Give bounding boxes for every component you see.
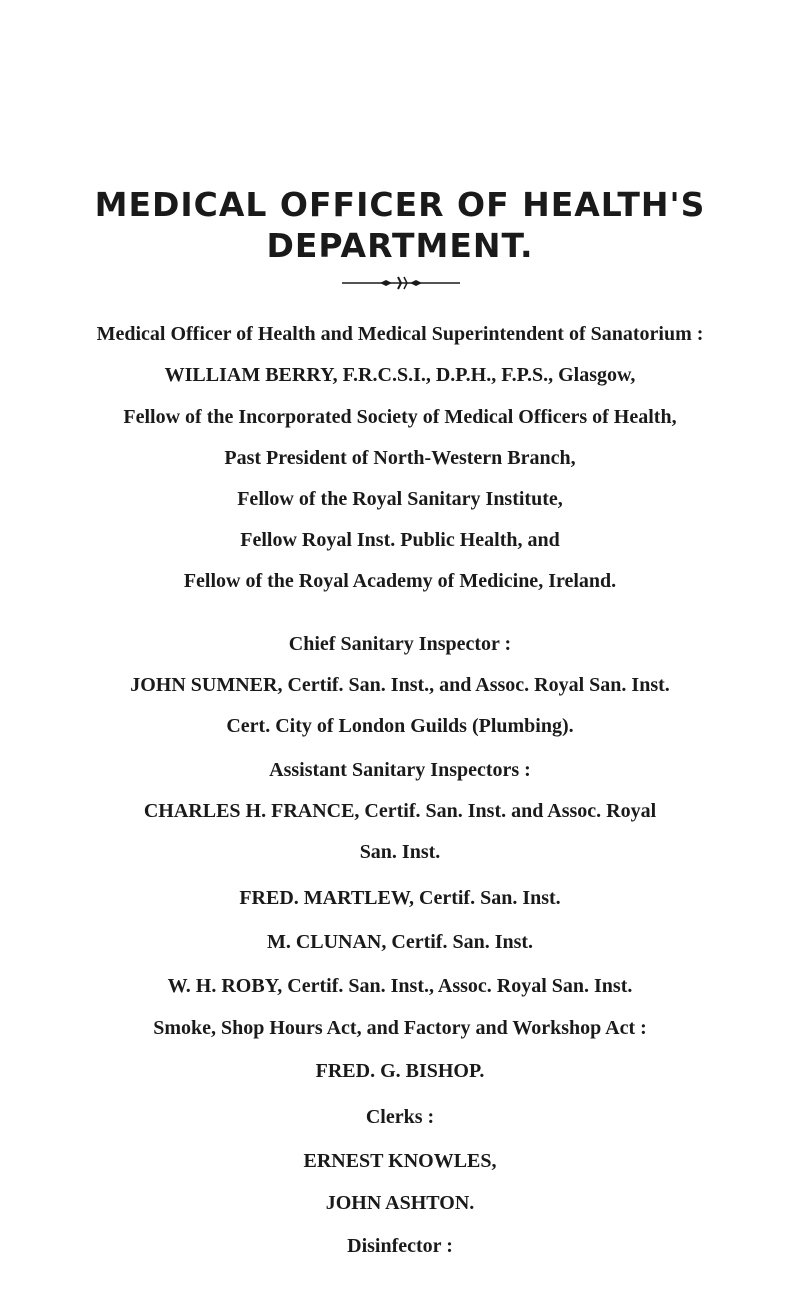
medical-officer-credential: Fellow of the Incorporated Society of Medical Officers of Health, (123, 406, 677, 428)
assistant-inspector-entry: M. CLUNAN, Certif. San. Inst. (266, 931, 534, 953)
medical-officer-credential: Fellow Royal Inst. Public Health, and (240, 529, 560, 551)
medical-officer-role: Medical Officer of Health and Medical Superintendent of Sanatorium : (96, 323, 704, 345)
clerks-role: Clerks : (365, 1106, 435, 1128)
assistant-inspector-entry: San. Inst. (359, 841, 441, 863)
medical-officer-credential: Past President of North-Western Branch, (224, 447, 576, 469)
medical-officer-credential: Fellow of the Royal Academy of Medicine, Ireland. (183, 570, 617, 592)
smoke-inspector-name: FRED. G. BISHOP. (315, 1060, 485, 1082)
assistant-inspector-entry: CHARLES H. FRANCE, Certif. San. Inst. and Assoc. Royal (143, 800, 657, 822)
department-heading-line-1: MEDICAL OFFICER OF HEALTH'S (94, 185, 706, 224)
chief-inspector-extra: Cert. City of London Guilds (Plumbing). (226, 715, 574, 737)
clerk-name: JOHN ASHTON. (325, 1192, 475, 1214)
assistant-inspector-entry: W. H. ROBY, Certif. San. Inst., Assoc. Royal San. Inst. (167, 975, 633, 997)
ornament-divider (340, 276, 462, 290)
chief-inspector-role: Chief Sanitary Inspector : (288, 633, 512, 655)
assistant-inspector-entry: FRED. MARTLEW, Certif. San. Inst. (239, 887, 561, 909)
smoke-inspector-role: Smoke, Shop Hours Act, and Factory and Workshop Act : (153, 1017, 647, 1039)
department-heading-line-2: DEPARTMENT. (266, 226, 534, 265)
clerk-name: ERNEST KNOWLES, (303, 1150, 497, 1172)
assistant-inspectors-role: Assistant Sanitary Inspectors : (269, 759, 531, 781)
disinfector-role: Disinfector : (347, 1235, 453, 1257)
chief-inspector-name: JOHN SUMNER, Certif. San. Inst., and Assoc. Royal San. Inst. (130, 674, 670, 696)
medical-officer-credential: Fellow of the Royal Sanitary Institute, (237, 488, 563, 510)
medical-officer-name: WILLIAM BERRY, F.R.C.S.I., D.P.H., F.P.S., Glasgow, (164, 364, 636, 386)
